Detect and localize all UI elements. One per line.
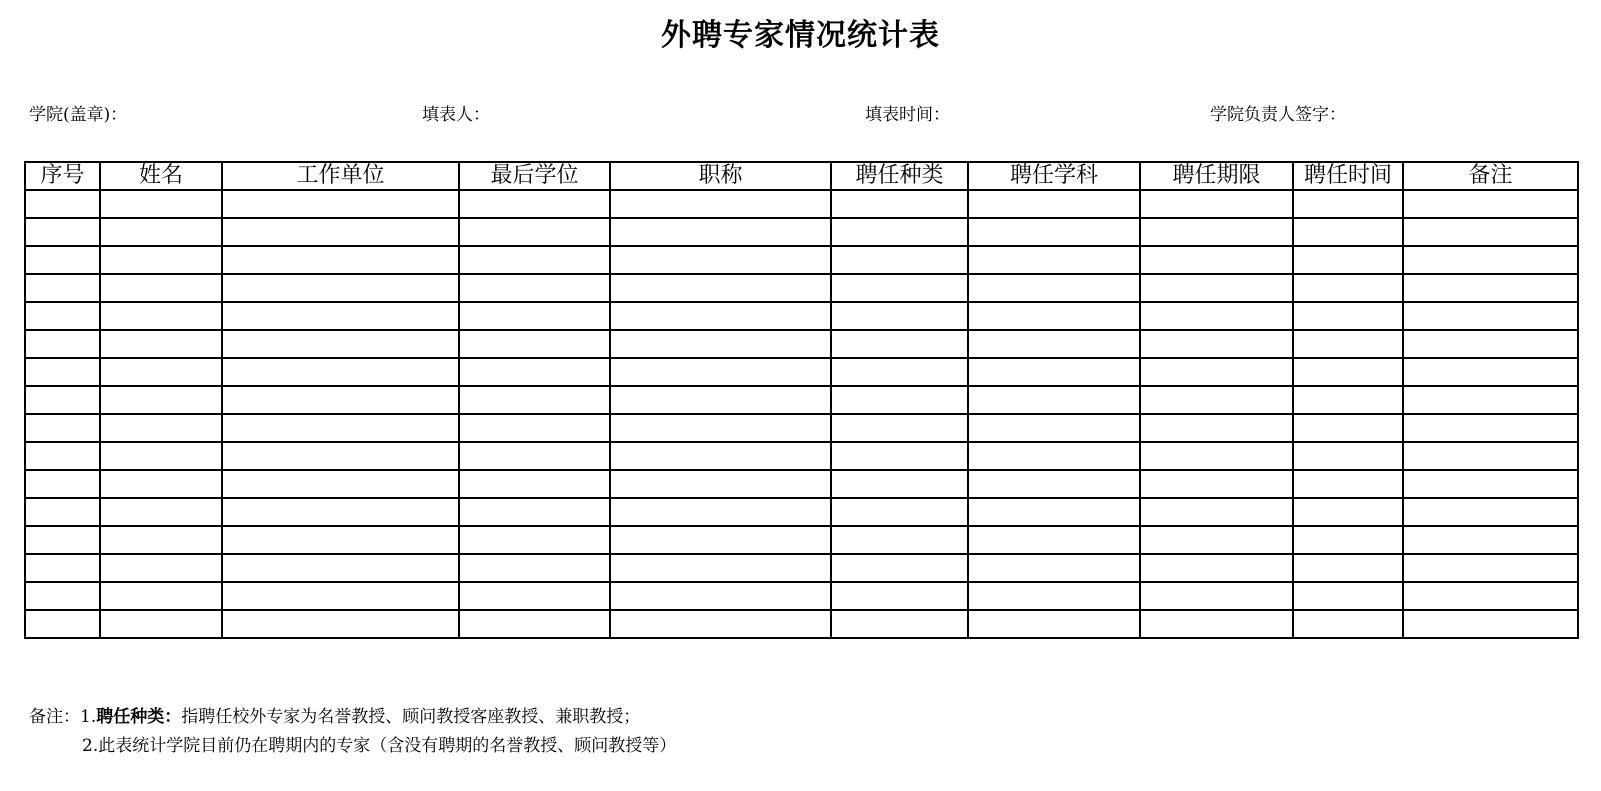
table-cell[interactable] — [25, 442, 100, 470]
table-cell[interactable] — [100, 554, 222, 582]
table-cell[interactable] — [1403, 498, 1578, 526]
fill-time-label: 填表时间： — [865, 105, 950, 125]
header-professional-title: 职称 — [610, 162, 831, 190]
table-cell[interactable] — [222, 330, 459, 358]
table-cell[interactable] — [968, 526, 1140, 554]
table-cell[interactable] — [831, 190, 968, 218]
table-cell[interactable] — [1403, 470, 1578, 498]
table-cell[interactable] — [1140, 610, 1293, 638]
table-cell[interactable] — [1140, 246, 1293, 274]
table-cell[interactable] — [831, 442, 968, 470]
table-cell[interactable] — [25, 414, 100, 442]
notes-prefix: 备注： — [29, 707, 80, 727]
table-cell[interactable] — [100, 610, 222, 638]
table-cell[interactable] — [1293, 330, 1403, 358]
table-cell[interactable] — [25, 218, 100, 246]
table-cell[interactable] — [1293, 498, 1403, 526]
table-cell[interactable] — [831, 274, 968, 302]
table-cell[interactable] — [831, 498, 968, 526]
table-row — [25, 358, 1578, 386]
table-cell[interactable] — [1403, 414, 1578, 442]
table-cell[interactable] — [1293, 302, 1403, 330]
table-cell[interactable] — [100, 470, 222, 498]
table-cell[interactable] — [1140, 582, 1293, 610]
table-cell[interactable] — [25, 330, 100, 358]
table-cell[interactable] — [610, 498, 831, 526]
table-cell[interactable] — [100, 218, 222, 246]
table-cell[interactable] — [222, 610, 459, 638]
table-cell[interactable] — [459, 442, 610, 470]
header-appointment-type: 聘任种类 — [831, 162, 968, 190]
table-cell[interactable] — [100, 498, 222, 526]
table-row — [25, 582, 1578, 610]
table-cell[interactable] — [25, 302, 100, 330]
table-cell[interactable] — [1293, 274, 1403, 302]
table-cell[interactable] — [222, 554, 459, 582]
table-cell[interactable] — [1403, 358, 1578, 386]
table-cell[interactable] — [25, 470, 100, 498]
header-appointment-term: 聘任期限 — [1140, 162, 1293, 190]
table-cell[interactable] — [1293, 358, 1403, 386]
table-cell[interactable] — [1293, 386, 1403, 414]
table-cell[interactable] — [100, 190, 222, 218]
table-cell[interactable] — [968, 582, 1140, 610]
table-cell[interactable] — [610, 526, 831, 554]
table-cell[interactable] — [459, 330, 610, 358]
table-cell[interactable] — [610, 190, 831, 218]
table-cell[interactable] — [25, 526, 100, 554]
table-cell[interactable] — [610, 302, 831, 330]
table-cell[interactable] — [222, 246, 459, 274]
table-cell[interactable] — [100, 386, 222, 414]
table-cell[interactable] — [1140, 414, 1293, 442]
table-row — [25, 246, 1578, 274]
table-cell[interactable] — [1293, 554, 1403, 582]
note-1-text: 指聘任校外专家为名誉教授、顾问教授客座教授、兼职教授； — [181, 707, 641, 727]
header-highest-degree: 最后学位 — [459, 162, 610, 190]
table-cell[interactable] — [610, 218, 831, 246]
table-cell[interactable] — [968, 554, 1140, 582]
header-appointment-discipline: 聘任学科 — [968, 162, 1140, 190]
table-row — [25, 218, 1578, 246]
table-row — [25, 526, 1578, 554]
table-cell[interactable] — [459, 414, 610, 442]
table-cell[interactable] — [1293, 218, 1403, 246]
table-row — [25, 386, 1578, 414]
table-row — [25, 554, 1578, 582]
table-cell[interactable] — [610, 274, 831, 302]
note-1-number: 1. — [80, 707, 97, 727]
table-cell[interactable] — [1293, 190, 1403, 218]
table-cell[interactable] — [610, 554, 831, 582]
table-cell[interactable] — [831, 470, 968, 498]
notes-section — [29, 703, 676, 761]
table-cell[interactable] — [968, 498, 1140, 526]
table-cell[interactable] — [25, 358, 100, 386]
table-cell[interactable] — [459, 302, 610, 330]
table-cell[interactable] — [1403, 442, 1578, 470]
table-cell[interactable] — [222, 442, 459, 470]
table-row — [25, 330, 1578, 358]
table-row — [25, 190, 1578, 218]
table-cell[interactable] — [222, 582, 459, 610]
table-cell[interactable] — [100, 414, 222, 442]
table-cell[interactable] — [610, 610, 831, 638]
table-cell[interactable] — [968, 218, 1140, 246]
table-cell[interactable] — [459, 498, 610, 526]
table-cell[interactable] — [1403, 610, 1578, 638]
table-cell[interactable] — [831, 582, 968, 610]
table-cell[interactable] — [222, 498, 459, 526]
note-item-1 — [29, 703, 676, 732]
table-cell[interactable] — [1140, 274, 1293, 302]
table-cell[interactable] — [831, 246, 968, 274]
table-cell[interactable] — [610, 470, 831, 498]
header-row — [25, 162, 1578, 190]
table-cell[interactable] — [100, 582, 222, 610]
table-cell[interactable] — [831, 386, 968, 414]
table-cell[interactable] — [968, 302, 1140, 330]
table-cell[interactable] — [25, 190, 100, 218]
table-row — [25, 274, 1578, 302]
table-cell[interactable] — [1403, 246, 1578, 274]
table-cell[interactable] — [831, 330, 968, 358]
table-cell[interactable] — [459, 526, 610, 554]
table-cell[interactable] — [831, 302, 968, 330]
table-cell[interactable] — [1140, 526, 1293, 554]
table-cell[interactable] — [831, 218, 968, 246]
table-cell[interactable] — [1403, 274, 1578, 302]
note-item-2: 2.此表统计学院目前仍在聘期内的专家（含没有聘期的名誉教授、顾问教授等） — [82, 736, 677, 756]
table-cell[interactable] — [1140, 302, 1293, 330]
table-cell[interactable] — [1140, 330, 1293, 358]
table-cell[interactable] — [222, 414, 459, 442]
table-cell[interactable] — [222, 386, 459, 414]
table-cell[interactable] — [459, 246, 610, 274]
table-cell[interactable] — [25, 274, 100, 302]
dean-signature-label: 学院负责人签字： — [1210, 105, 1346, 125]
table-cell[interactable] — [610, 330, 831, 358]
table-cell[interactable] — [100, 330, 222, 358]
table-cell[interactable] — [100, 246, 222, 274]
table-cell[interactable] — [610, 582, 831, 610]
table-cell[interactable] — [1140, 554, 1293, 582]
table-cell[interactable] — [831, 414, 968, 442]
table-row — [25, 610, 1578, 638]
table-cell[interactable] — [100, 358, 222, 386]
header-name: 姓名 — [100, 162, 222, 190]
header-remarks: 备注 — [1403, 162, 1578, 190]
table-cell[interactable] — [968, 190, 1140, 218]
table-cell[interactable] — [610, 246, 831, 274]
table-cell[interactable] — [459, 582, 610, 610]
expert-statistics-table — [24, 161, 1579, 639]
table-cell[interactable] — [1403, 330, 1578, 358]
table-cell[interactable] — [25, 386, 100, 414]
table-cell[interactable] — [968, 414, 1140, 442]
table-cell[interactable] — [1140, 498, 1293, 526]
table-cell[interactable] — [610, 414, 831, 442]
table-cell[interactable] — [1403, 386, 1578, 414]
form-title: 外聘专家情况统计表 — [661, 18, 940, 53]
table-cell[interactable] — [968, 386, 1140, 414]
table-cell[interactable] — [100, 526, 222, 554]
table-cell[interactable] — [1403, 526, 1578, 554]
header-appointment-time: 聘任时间 — [1293, 162, 1403, 190]
table-cell[interactable] — [25, 610, 100, 638]
table-row — [25, 302, 1578, 330]
table-cell[interactable] — [610, 442, 831, 470]
table-row — [25, 442, 1578, 470]
table-cell[interactable] — [222, 274, 459, 302]
table-cell[interactable] — [459, 554, 610, 582]
table-cell[interactable] — [222, 190, 459, 218]
table-cell[interactable] — [1293, 442, 1403, 470]
table-cell[interactable] — [1293, 526, 1403, 554]
table-cell[interactable] — [1140, 218, 1293, 246]
filler-label: 填表人： — [422, 105, 490, 125]
header-work-unit: 工作单位 — [222, 162, 459, 190]
table-cell[interactable] — [968, 330, 1140, 358]
table-cell[interactable] — [459, 386, 610, 414]
table-cell[interactable] — [1403, 218, 1578, 246]
college-seal-label: 学院(盖章)： — [29, 105, 128, 125]
table-cell[interactable] — [968, 610, 1140, 638]
table-cell[interactable] — [968, 246, 1140, 274]
table-cell[interactable] — [610, 358, 831, 386]
table-cell[interactable] — [1140, 358, 1293, 386]
table-cell[interactable] — [968, 358, 1140, 386]
table-cell[interactable] — [1403, 554, 1578, 582]
table-row — [25, 414, 1578, 442]
table-cell[interactable] — [25, 554, 100, 582]
table-cell[interactable] — [1140, 190, 1293, 218]
table-cell[interactable] — [459, 274, 610, 302]
table-cell[interactable] — [1403, 582, 1578, 610]
table-cell[interactable] — [831, 526, 968, 554]
table-cell[interactable] — [831, 554, 968, 582]
table-cell[interactable] — [1293, 414, 1403, 442]
table-cell[interactable] — [1293, 470, 1403, 498]
table-cell[interactable] — [1403, 190, 1578, 218]
table-cell[interactable] — [1403, 302, 1578, 330]
table-cell[interactable] — [1140, 470, 1293, 498]
table-cell[interactable] — [1293, 246, 1403, 274]
note-1-bold-term: 聘任种类： — [96, 707, 182, 727]
table-cell[interactable] — [222, 526, 459, 554]
table-cell[interactable] — [100, 302, 222, 330]
table-row — [25, 498, 1578, 526]
table-cell[interactable] — [459, 190, 610, 218]
table-cell[interactable] — [25, 498, 100, 526]
table-cell[interactable] — [1293, 582, 1403, 610]
table-cell[interactable] — [222, 218, 459, 246]
table-cell[interactable] — [1293, 610, 1403, 638]
table-body — [25, 190, 1578, 638]
table-row — [25, 470, 1578, 498]
table-cell[interactable] — [968, 442, 1140, 470]
table-cell[interactable] — [968, 470, 1140, 498]
table-cell[interactable] — [831, 610, 968, 638]
table-cell[interactable] — [100, 274, 222, 302]
table-cell[interactable] — [1140, 386, 1293, 414]
table-cell[interactable] — [100, 442, 222, 470]
table-cell[interactable] — [25, 582, 100, 610]
table-cell[interactable] — [222, 302, 459, 330]
table-cell[interactable] — [25, 246, 100, 274]
table-cell[interactable] — [459, 610, 610, 638]
table-cell[interactable] — [459, 470, 610, 498]
table-cell[interactable] — [222, 470, 459, 498]
table-cell[interactable] — [222, 358, 459, 386]
header-serial-number: 序号 — [25, 162, 100, 190]
table-cell[interactable] — [968, 274, 1140, 302]
table-cell[interactable] — [459, 218, 610, 246]
table-cell[interactable] — [831, 358, 968, 386]
table-cell[interactable] — [610, 386, 831, 414]
table-cell[interactable] — [459, 358, 610, 386]
table-cell[interactable] — [1140, 442, 1293, 470]
